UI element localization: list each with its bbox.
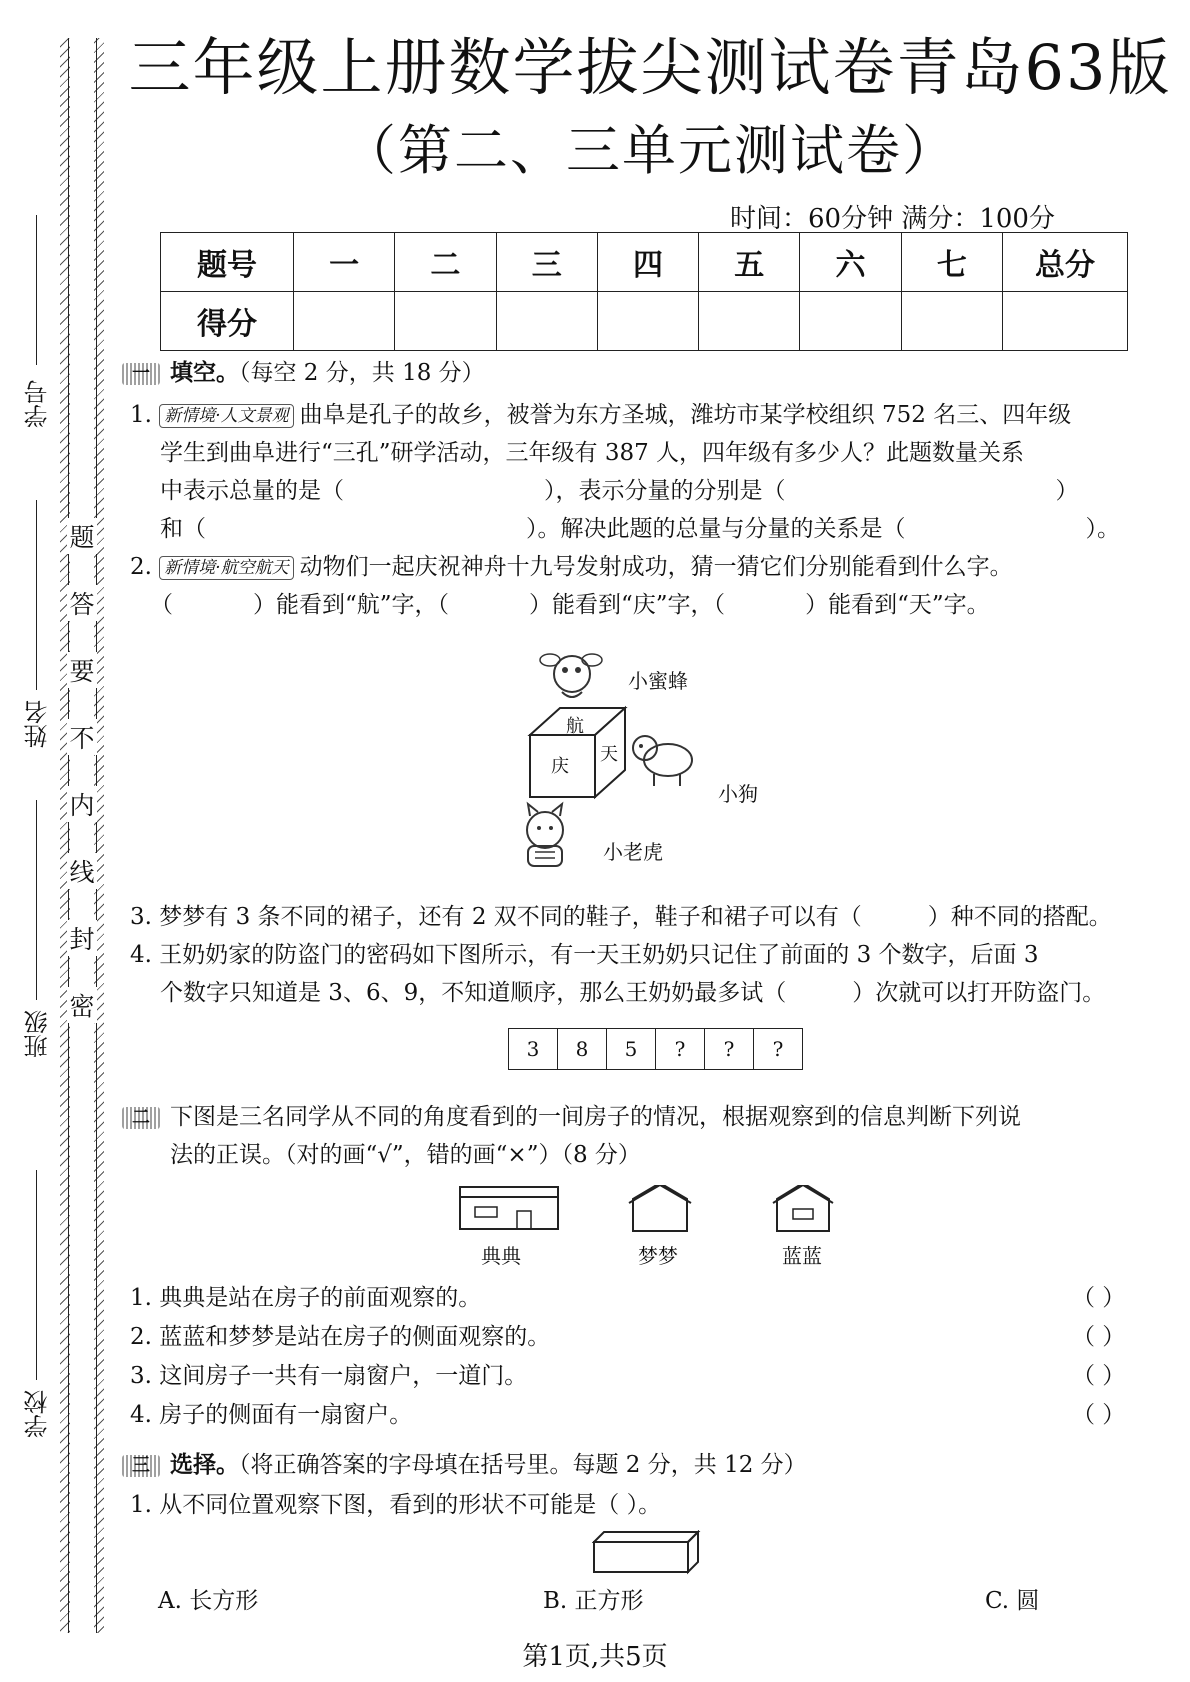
column-header: 一	[294, 233, 395, 292]
page-title: 三年级上册数学拔尖测试卷青岛63版	[128, 31, 1172, 104]
seal-char: 题	[67, 518, 97, 554]
tag-badge: 新情境·人文景观	[159, 404, 293, 428]
binding-line-right	[96, 38, 97, 1633]
option-b[interactable]: B. 正方形	[543, 1588, 644, 1614]
q4-block: 4. 王奶奶家的防盗门的密码如下图所示，有一天王奶奶只记住了前面的 3 个数字，后面 3 个数字只知道是 3、6、9，不知道顺序，那么王奶奶最多试（ ）次就可以打开防盗门。	[130, 942, 1106, 1006]
score-cell[interactable]	[395, 292, 496, 351]
code-digit: ?	[754, 1029, 803, 1070]
row-label: 得分	[161, 292, 294, 351]
column-header: 总分	[1003, 233, 1128, 292]
time-info: 时间：60分钟 满分：100分	[730, 204, 1055, 234]
code-digit: ?	[705, 1029, 754, 1070]
view-label: 典典	[481, 1244, 521, 1268]
seal-char: 答	[67, 585, 97, 621]
house-side-window-icon	[773, 1185, 833, 1231]
seal-char: 不	[67, 719, 97, 755]
view-label: 梦梦	[638, 1244, 678, 1268]
column-header: 三	[496, 233, 597, 292]
option-c[interactable]: C. 圆	[985, 1588, 1040, 1614]
judge-item: 2. 蓝蓝和梦梦是站在房子的侧面观察的。	[130, 1324, 551, 1350]
cuboid-figure	[592, 1530, 702, 1576]
score-cell[interactable]	[699, 292, 800, 351]
code-digit: 3	[509, 1029, 558, 1070]
score-cell[interactable]	[901, 292, 1002, 351]
section-number-badge: 二	[122, 1107, 160, 1129]
score-cell[interactable]	[800, 292, 901, 351]
header-label: 题号	[161, 233, 294, 292]
binding-line-left	[68, 38, 69, 1633]
score-cell[interactable]	[1003, 292, 1128, 351]
code-digit: ?	[656, 1029, 705, 1070]
score-table	[160, 232, 1128, 351]
label-tiger: 小老虎	[603, 840, 663, 864]
label-bee: 小蜜蜂	[628, 669, 688, 693]
school-line[interactable]	[36, 1170, 37, 1380]
label-dog: 小狗	[718, 782, 758, 806]
code-digit: 8	[558, 1029, 607, 1070]
page-subtitle: （第二、三单元测试卷）	[342, 119, 958, 182]
q3-block: 3. 梦梦有 3 条不同的裙子，还有 2 双不同的鞋子，鞋子和裙子可以有（ ）种不同的搭配。	[130, 904, 1112, 930]
seal-char: 线	[67, 853, 97, 889]
bee-icon	[540, 654, 602, 697]
house-views	[455, 1185, 845, 1245]
q1-block: 1. 新情境·人文景观 曲阜是孔子的故乡，被誉为东方圣城，潍坊市某学校组织 752 名三、四年级 学生到曲阜进行“三孔”研学活动，三年级有 387 人，四年级有多少人？此题数量关系 中表示总量的是（ ），表示分量的分别是（ ） 和（ ）。解决此题的总量与分量的关系是（ ）。	[130, 402, 1120, 542]
choice-question: 1. 从不同位置观察下图，看到的形状不可能是（ ）。	[130, 1492, 662, 1518]
seal-char: 封	[67, 920, 97, 956]
judge-answer[interactable]: （ ）	[1072, 1324, 1126, 1350]
score-cell[interactable]	[597, 292, 698, 351]
section-number-badge: 三	[122, 1455, 160, 1477]
column-header: 七	[901, 233, 1002, 292]
section3-heading: 三 选择。（将正确答案的字母填在括号里。每题 2 分，共 12 分）	[122, 1446, 807, 1479]
option-a[interactable]: A. 长方形	[158, 1588, 259, 1614]
q2-block: 2. 新情境·航空航天 动物们一起庆祝神舟十九号发射成功，猜一猜它们分别能看到什么字。 （ ）能看到“航”字，（ ）能看到“庆”字，（ ）能看到“天”字。	[130, 554, 1013, 618]
section-number-badge: 一	[122, 363, 160, 385]
section1-heading: 一 填空。（每空 2 分，共 18 分）	[122, 354, 485, 387]
column-header: 六	[800, 233, 901, 292]
score-row	[161, 292, 1128, 351]
field-student-id: 学号	[24, 380, 52, 428]
judge-item: 4. 房子的侧面有一扇窗户。	[130, 1402, 413, 1428]
name-line[interactable]	[36, 500, 37, 690]
seal-char: 内	[67, 786, 97, 822]
password-code	[508, 1028, 803, 1070]
score-cell[interactable]	[496, 292, 597, 351]
score-header-row	[161, 233, 1128, 292]
field-name: 姓名	[24, 700, 52, 748]
dog-icon	[633, 736, 692, 786]
cube-face-side: 天	[600, 744, 618, 765]
judge-answer[interactable]: （ ）	[1072, 1285, 1126, 1311]
seal-char: 要	[67, 652, 97, 688]
tiger-icon	[527, 804, 563, 866]
field-class: 班级	[24, 1010, 52, 1058]
class-line[interactable]	[36, 800, 37, 1000]
column-header: 五	[699, 233, 800, 292]
seal-char: 密	[67, 987, 97, 1023]
view-label: 蓝蓝	[782, 1244, 822, 1268]
cube-face-top: 航	[566, 716, 584, 737]
binding-inner	[70, 38, 94, 1633]
judge-item: 3. 这间房子一共有一扇窗户，一道门。	[130, 1363, 528, 1389]
cube-face-front: 庆	[551, 756, 569, 777]
code-digit: 5	[607, 1029, 656, 1070]
column-header: 四	[597, 233, 698, 292]
page-footer: 第1页,共5页	[522, 1642, 668, 1672]
student-id-line[interactable]	[36, 215, 37, 365]
house-front-icon	[460, 1187, 558, 1229]
score-cell[interactable]	[294, 292, 395, 351]
tag-badge: 新情境·航空航天	[159, 556, 293, 580]
field-school: 学校	[24, 1390, 52, 1438]
judge-item: 1. 典典是站在房子的前面观察的。	[130, 1285, 482, 1311]
column-header: 二	[395, 233, 496, 292]
section2-heading: 二 下图是三名同学从不同的角度看到的一间房子的情况，根据观察到的信息判断下列说 法的正误。（对的画“√”，错的画“×”）（8 分）	[122, 1098, 1182, 1174]
judge-answer[interactable]: （ ）	[1072, 1363, 1126, 1389]
house-side-icon	[629, 1185, 691, 1231]
judge-answer[interactable]: （ ）	[1072, 1402, 1126, 1428]
